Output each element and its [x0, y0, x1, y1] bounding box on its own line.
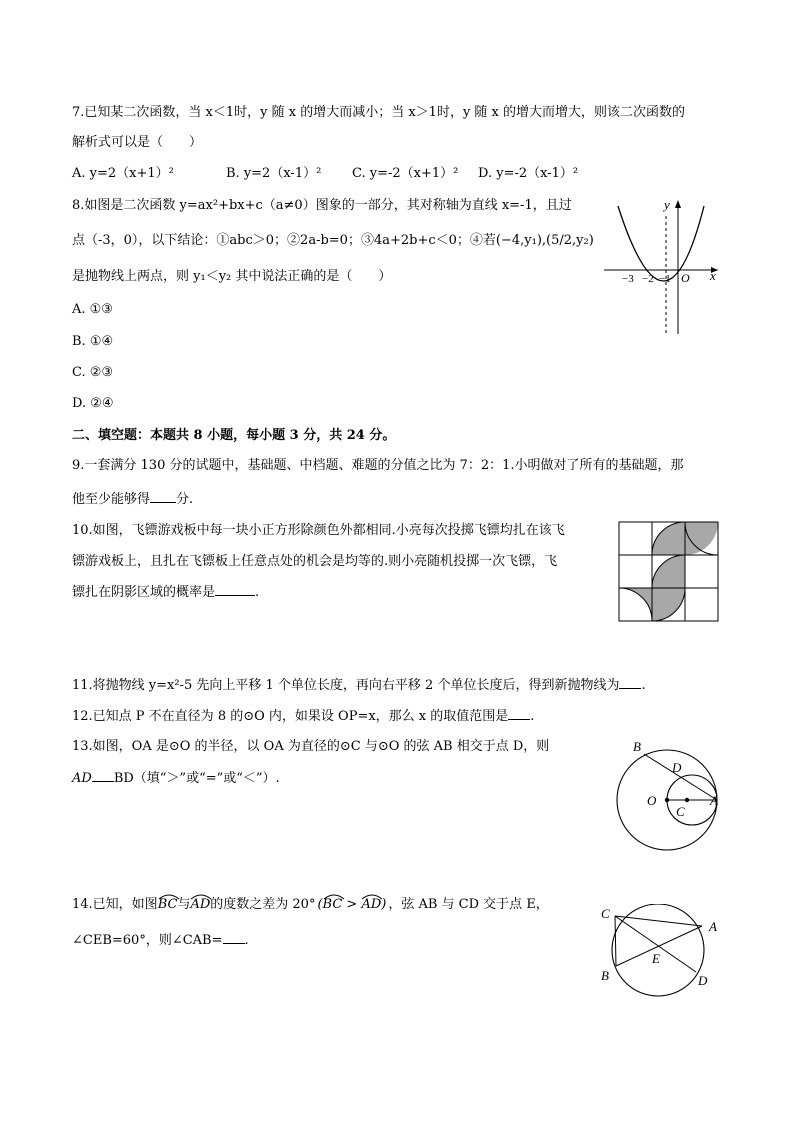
- q10-dartboard-figure: [618, 521, 720, 623]
- q12-text: 12.已知点 P 不在直径为 8 的⊙O 内，如果设 OP=x，那么 x 的取值范围是: [72, 709, 509, 724]
- q8-option-d: D. ②④: [72, 396, 114, 411]
- label-o: O: [647, 793, 657, 808]
- tick-neg2: −2: [642, 273, 654, 285]
- q10-line2: 镖游戏板上，且扎在飞镖板上任意点处的机会是均等的.则小亮随机投掷一次飞镖，飞: [72, 554, 558, 569]
- q10-answer-blank[interactable]: [215, 583, 255, 596]
- q14-arc-ad: [190, 896, 210, 914]
- q7-option-c: C. y=-2（x+1）²: [352, 166, 459, 181]
- q7-option-b: B. y=2（x-1）²: [226, 166, 322, 181]
- q11-end: .: [641, 678, 646, 693]
- tick-neg1: −1: [659, 273, 671, 285]
- label-d: D: [698, 973, 708, 988]
- q14-mid: 与: [177, 897, 191, 912]
- q7-option-a: A. y=2（x+1）²: [72, 166, 174, 181]
- q8-option-a: A. ①③: [72, 302, 113, 317]
- shaded-regions: [619, 522, 718, 621]
- label-d: D: [672, 760, 682, 775]
- q14-line1-start: 14.已知，如图: [72, 897, 158, 912]
- label-b: B: [601, 968, 609, 983]
- q8-line3: 是抛物线上两点，则 y₁＜y₂ 其中说法正确的是（ ）: [72, 269, 392, 284]
- chord-cb: [615, 916, 616, 966]
- origin-label: O: [681, 271, 690, 285]
- q11-answer-blank[interactable]: [619, 676, 641, 689]
- q8-option-b: B. ①④: [72, 334, 114, 349]
- label-e: E: [652, 951, 660, 966]
- section-2-heading: 二、填空题：本题共 8 小题，每小题 3 分，共 24 分。: [72, 428, 396, 443]
- q8-line1: 8.如图是二次函数 y=ax²+bx+c（a≠0）图象的一部分，其对称轴为直线 x=-1，且过: [72, 198, 572, 213]
- y-axis-label: y: [664, 197, 670, 212]
- q14-circle-figure: [596, 904, 726, 1000]
- q13-line2-rest: BD（填“＞”或“=”或“＜”）.: [113, 771, 280, 786]
- tick-neg3: −3: [622, 273, 634, 285]
- y-axis-arrow: [675, 200, 681, 208]
- q14-arc-inequality: (BC > AD ): [317, 896, 386, 914]
- label-b: B: [633, 739, 641, 754]
- q10-line3-text: 镖扎在阴影区域的概率是: [72, 585, 216, 600]
- point-c: [685, 798, 689, 802]
- point-o: [665, 798, 669, 802]
- q7-option-d: D. y=-2（x-1）²: [478, 166, 579, 181]
- q12-line: [72, 707, 534, 726]
- q13-line1: 13.如图，OA 是⊙O 的半径，以 OA 为直径的⊙C 与⊙O 的弦 AB 相交于点 D，则: [72, 739, 550, 754]
- arc-symbol-icon: [158, 892, 180, 900]
- q10-line3: [72, 583, 259, 602]
- q7-line2: 解析式可以是（ ）: [72, 135, 203, 150]
- q11-text: 11.将抛物线 y=x²-5 先向上平移 1 个单位长度，再向右平移 2 个单位长度后，得到新抛物线为: [72, 678, 620, 693]
- q13-answer-blank[interactable]: [92, 769, 114, 782]
- shaded-top-left: [652, 522, 685, 555]
- q9-line1: 9.一套满分 130 分的试题中，基础题、中档题、难题的分值之比为 7：2：1.小明做对了所有的基础题，那: [72, 458, 684, 473]
- q13-line2: [72, 769, 280, 788]
- label-a: A: [710, 793, 718, 808]
- q7-line1: 7.已知某二次函数，当 x＜1时，y 随 x 的增大而减小；当 x＞1时，y 随 x 的增大而增大，则该二次函数的: [72, 105, 686, 120]
- x-axis-label: x: [710, 268, 716, 283]
- q8-line2: 点（-3，0），以下结论：①abc＞0；②2a-b=0；③4a+2b+c＜0；④若(−4,y₁),(5/2,y₂): [72, 233, 594, 248]
- label-c: C: [601, 906, 610, 921]
- circle: [612, 904, 704, 996]
- q8-parabola-figure: [600, 196, 726, 336]
- q14-line2: [72, 931, 249, 950]
- shaded-middle-left: [652, 555, 685, 588]
- shaded-bottom-center: [652, 588, 685, 621]
- q13-ad-label: AD: [72, 771, 92, 786]
- q8-option-c: C. ②③: [72, 365, 114, 380]
- q14-ineq-bc: BC: [322, 897, 343, 912]
- arc-symbol-icon: [323, 892, 345, 900]
- q14-line2-text: ∠CEB=60°，则∠CAB=: [72, 933, 223, 948]
- q14-arc-bc-text: BC: [157, 897, 178, 912]
- arc-symbol-icon: [361, 892, 383, 900]
- shaded-top-right: [685, 522, 718, 555]
- q14-ineq-ad: AD: [361, 897, 382, 912]
- q12-answer-blank[interactable]: [508, 707, 530, 720]
- label-a: A: [709, 919, 717, 934]
- q14-line1-end: ，弦 AB 与 CD 交于点 E，: [388, 897, 549, 912]
- q10-line1: 10.如图，飞镖游戏板中每一块小正方形除颜色外都相同.小亮每次投掷飞镖均扎在该飞: [72, 523, 565, 538]
- q14-answer-blank[interactable]: [223, 931, 245, 944]
- q9-line2-text: 他至少能够得: [72, 492, 151, 507]
- q14-arc-bc: [158, 896, 178, 914]
- arc-symbol-icon: [190, 892, 212, 900]
- q12-end: .: [530, 709, 535, 724]
- q11-line: [72, 676, 646, 695]
- q14-line1: [72, 896, 549, 914]
- q9-line2-end: 分.: [176, 492, 194, 507]
- q10-line3-end: .: [255, 585, 260, 600]
- label-c: C: [676, 804, 685, 819]
- q13-circles-figure: [604, 736, 730, 852]
- q14-arc-ad-text: AD: [190, 897, 211, 912]
- q9-answer-blank[interactable]: [150, 490, 176, 503]
- shaded-bottom-left: [619, 588, 652, 621]
- q9-line2: [72, 490, 193, 509]
- q14-line2-end: .: [244, 933, 249, 948]
- q14-line1-degree: 的度数之差为 20°: [210, 897, 316, 912]
